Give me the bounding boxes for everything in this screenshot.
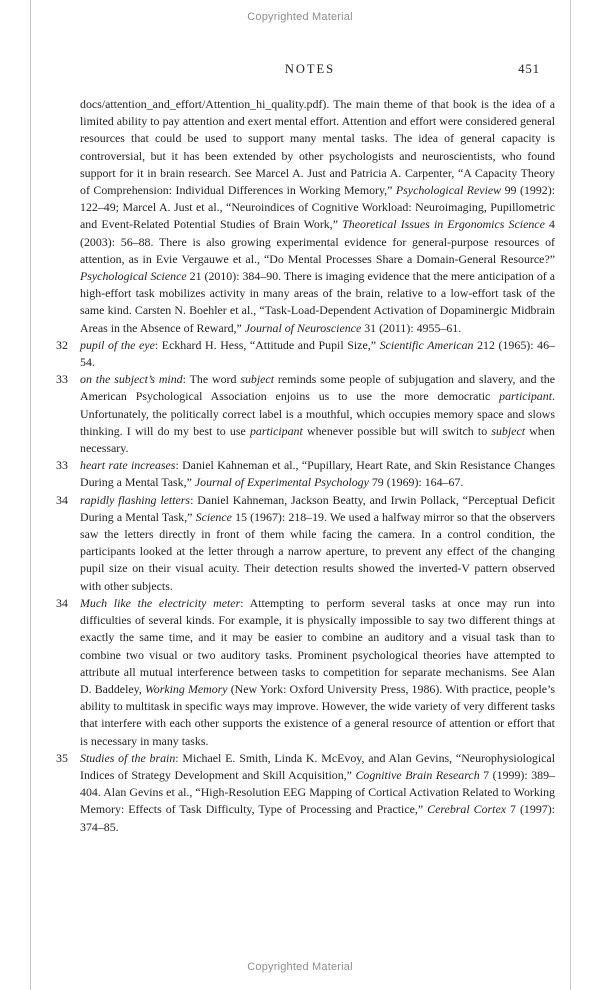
note-number: 33 — [56, 372, 68, 387]
notes-list — [56, 96, 555, 836]
note-item — [56, 595, 555, 750]
page-number: 451 — [518, 62, 540, 76]
copyright-watermark-top: Copyrighted Material — [247, 11, 353, 23]
note-number: 34 — [56, 595, 68, 610]
note-item — [56, 337, 555, 371]
note-item — [56, 96, 555, 337]
note-item — [56, 371, 555, 457]
note-number: 33 — [56, 458, 68, 473]
note-number: 32 — [56, 337, 68, 352]
note-item — [56, 750, 555, 836]
note-text: Much like the electricity meter: Attempting to perform several tasks at once may run into difficulties of several kinds. For example, it is physically impossible to say two different things at exactly the same time, and it may be easier to combine an auditory and a visual task than to combine two visual or two auditory tasks. Prominent psychological theories have attempted to attribute all mutual interference between tasks to competition for separate mechanisms. See Alan D. Baddeley, Working Memory (New York: Oxford University Press, 1986). With practice, people’s ability to multitask in specific ways may improve. However, the wide variety of very different tasks that interfere with each other supports the existence of a general resource of attention or effort that is necessary in many tasks. — [80, 595, 555, 748]
note-item — [56, 492, 555, 595]
page-title: NOTES — [284, 62, 336, 76]
page-scan-edge-left — [30, 0, 31, 990]
running-header — [80, 62, 540, 77]
page-scan-edge-right — [570, 0, 571, 990]
note-item — [56, 457, 555, 491]
copyright-watermark-bottom: Copyrighted Material — [247, 961, 353, 973]
note-text: pupil of the eye: Eckhard H. Hess, “Attitude and Pupil Size,” Scientific American 212 (1965): 46–54. — [80, 337, 555, 370]
note-number: 35 — [56, 750, 68, 765]
note-number: 34 — [56, 492, 68, 507]
note-text: heart rate increases: Daniel Kahneman et al., “Pupillary, Heart Rate, and Skin Resistance Changes During a Mental Task,” Journal of Experimental Psychology 79 (1969): 164–67. — [80, 458, 555, 490]
note-text: rapidly flashing letters: Daniel Kahneman, Jackson Beatty, and Irwin Pollack, “Perceptual Deficit During a Mental Task,” Science 15 (1967): 218–19. We used a halfway mirror so that the observers saw the letters directly in front of them while facing the camera. In a control condition, the participants looked at the letter through a narrow aperture, to prevent any effect of the changing pupil size on their visual acuity. Their detection results showed the inverted-V pattern observed with other subjects. — [80, 492, 555, 593]
note-text: docs/attention_and_effort/Attention_hi_quality.pdf). The main theme of that book is the idea of a limited ability to pay attention and exert mental effort. Attention and effort were considered general resources that could be used to support many mental tasks. The idea of general capacity is controversial, but it has been extended by other psychologists and neuroscientists, who found support for it in brain research. See Marcel A. Just and Patricia A. Carpenter, “A Capacity Theory of Comprehension: Individual Differences in Working Memory,” Psychological Review 99 (1992): 122–49; Marcel A. Just et al., “Neuroindices of Cognitive Workload: Neuroimaging, Pupillometric and Event-Related Potential Studies of Brain Work,” Theoretical Issues in Ergonomics Science 4 (2003): 56–88. There is also growing experimental evidence for general-purpose resources of attention, as in Evie Vergauwe et al., “Do Mental Processes Share a Domain-General Resource?” Psychological Science 21 (2010): 384–90. There is imaging evidence that the mere anticipation of a high-effort task mobilizes activity in many areas of the brain, relative to a low-effort task of the same kind. Carsten N. Boehler et al., “Task-Load-Dependent Activation of Dopaminergic Midbrain Areas in the Absence of Reward,” Journal of Neuroscience 31 (2011): 4955–61. — [80, 97, 556, 335]
note-text: Studies of the brain: Michael E. Smith, Linda K. McEvoy, and Alan Gevins, “Neurophysiological Indices of Strategy Development and Skill Acquisition,” Cognitive Brain Research 7 (1999): 389–404. Alan Gevins et al., “High-Resolution EEG Mapping of Cortical Activation Related to Working Memory: Effects of Task Difficulty, Type of Processing and Practice,” Cerebral Cortex 7 (1997): 374–85. — [80, 750, 555, 834]
note-text: on the subject’s mind: The word subject reminds some people of subjugation and slavery, and the American Psychological Association enjoins us to use the more democratic participant. Unfortunately, the politically correct label is a mouthful, which occupies memory space and slows thinking. I will do my best to use participant whenever possible but will switch to subject when necessary. — [80, 372, 555, 456]
